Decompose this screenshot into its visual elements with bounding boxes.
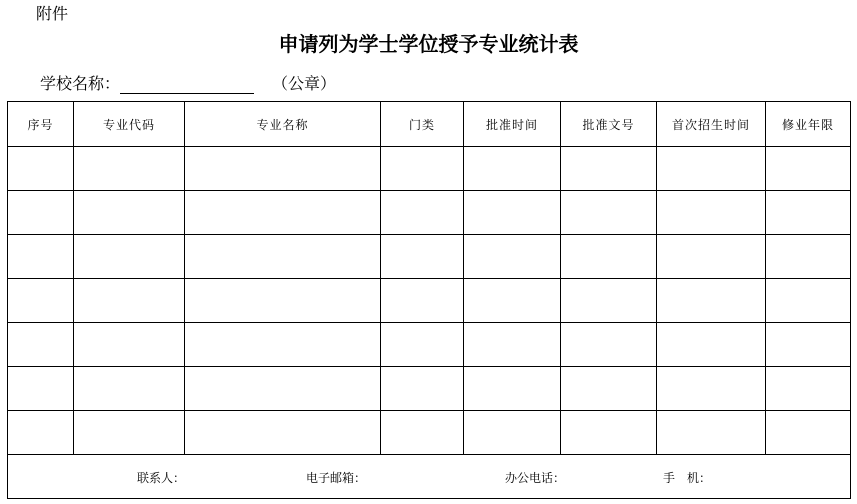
- table-cell[interactable]: [8, 147, 74, 191]
- header-study-length: 修业年限: [766, 102, 851, 147]
- header-index: 序号: [8, 102, 74, 147]
- table-cell[interactable]: [464, 235, 561, 279]
- table-cell[interactable]: [657, 323, 766, 367]
- table-cell[interactable]: [381, 323, 464, 367]
- table-cell[interactable]: [74, 191, 185, 235]
- table-row: [8, 147, 851, 191]
- table-cell[interactable]: [185, 367, 381, 411]
- table-cell[interactable]: [381, 191, 464, 235]
- attachment-label: 附件: [36, 4, 69, 23]
- table-cell[interactable]: [464, 147, 561, 191]
- table-cell[interactable]: [8, 367, 74, 411]
- table-cell[interactable]: [74, 323, 185, 367]
- table-cell[interactable]: [561, 147, 657, 191]
- header-approval-date: 批准时间: [464, 102, 561, 147]
- table-cell[interactable]: [74, 235, 185, 279]
- table-row: [8, 367, 851, 411]
- table-cell[interactable]: [8, 411, 74, 455]
- table-cell[interactable]: [766, 147, 851, 191]
- table-cell[interactable]: [381, 279, 464, 323]
- school-name-field[interactable]: [120, 75, 254, 94]
- statistics-table: [7, 101, 851, 499]
- table-cell[interactable]: [74, 279, 185, 323]
- table-cell[interactable]: [381, 367, 464, 411]
- table-cell[interactable]: [766, 191, 851, 235]
- contact-footer-row: [8, 455, 851, 499]
- table-cell[interactable]: [464, 191, 561, 235]
- seal-label: （公章）: [272, 74, 337, 93]
- table-cell[interactable]: [8, 279, 74, 323]
- table-cell[interactable]: [74, 411, 185, 455]
- table-row: [8, 279, 851, 323]
- table-cell[interactable]: [657, 367, 766, 411]
- table-cell[interactable]: [657, 279, 766, 323]
- table-cell[interactable]: [464, 367, 561, 411]
- contact-footer: [8, 455, 851, 499]
- school-name-line: [40, 72, 336, 96]
- table-cell[interactable]: [657, 147, 766, 191]
- table-cell[interactable]: [766, 411, 851, 455]
- table-cell[interactable]: [185, 191, 381, 235]
- table-cell[interactable]: [561, 323, 657, 367]
- table-cell[interactable]: [657, 191, 766, 235]
- table-cell[interactable]: [561, 411, 657, 455]
- table-cell[interactable]: [561, 191, 657, 235]
- table-cell[interactable]: [657, 235, 766, 279]
- header-major-name: 专业名称: [185, 102, 381, 147]
- table-cell[interactable]: [74, 367, 185, 411]
- table-header-row: [8, 102, 851, 147]
- table-cell[interactable]: [381, 411, 464, 455]
- table-cell[interactable]: [185, 279, 381, 323]
- table-cell[interactable]: [766, 367, 851, 411]
- header-approval-number: 批准文号: [561, 102, 657, 147]
- table-cell[interactable]: [766, 235, 851, 279]
- mobile-label: 手 机：: [663, 471, 712, 485]
- table-cell[interactable]: [381, 235, 464, 279]
- table-cell[interactable]: [766, 279, 851, 323]
- table-cell[interactable]: [381, 147, 464, 191]
- table-cell[interactable]: [185, 235, 381, 279]
- office-phone-label: 办公电话：: [505, 471, 566, 485]
- table-cell[interactable]: [185, 411, 381, 455]
- contact-person-label: 联系人：: [137, 471, 186, 485]
- table-cell[interactable]: [185, 147, 381, 191]
- table-cell[interactable]: [8, 191, 74, 235]
- table-cell[interactable]: [8, 235, 74, 279]
- email-label: 电子邮箱：: [306, 471, 367, 485]
- table-cell[interactable]: [185, 323, 381, 367]
- header-category: 门类: [381, 102, 464, 147]
- table-cell[interactable]: [561, 367, 657, 411]
- table-row: [8, 323, 851, 367]
- table-cell[interactable]: [464, 279, 561, 323]
- table-cell[interactable]: [8, 323, 74, 367]
- table-row: [8, 411, 851, 455]
- table-cell[interactable]: [766, 323, 851, 367]
- header-first-enrollment: 首次招生时间: [657, 102, 766, 147]
- table-row: [8, 235, 851, 279]
- table-body: [8, 147, 851, 455]
- table-cell[interactable]: [464, 411, 561, 455]
- table-cell[interactable]: [657, 411, 766, 455]
- header-major-code: 专业代码: [74, 102, 185, 147]
- table-cell[interactable]: [561, 279, 657, 323]
- school-name-label: 学校名称：: [40, 74, 121, 93]
- page-title: 申请列为学士学位授予专业统计表: [278, 32, 579, 56]
- table-row: [8, 191, 851, 235]
- table-cell[interactable]: [561, 235, 657, 279]
- table-cell[interactable]: [464, 323, 561, 367]
- table-cell[interactable]: [74, 147, 185, 191]
